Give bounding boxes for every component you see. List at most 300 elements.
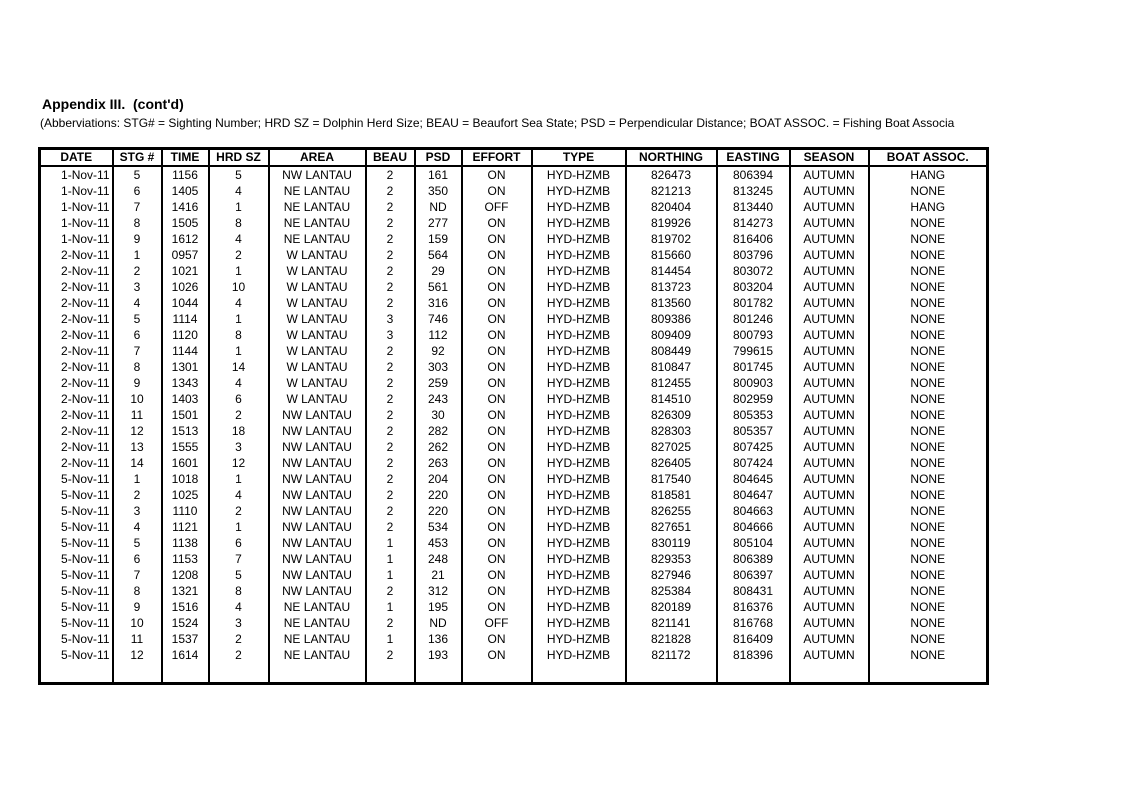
cell-time: 1121	[162, 519, 209, 535]
cell-boat-assoc: NONE	[910, 599, 946, 614]
cell-beaufort: 1	[366, 631, 415, 647]
table-row	[40, 215, 988, 231]
cell-type: HYD-HZMB	[532, 471, 626, 487]
table-row	[40, 551, 988, 567]
cell-date: 2-Nov-11	[40, 359, 113, 375]
table-row	[40, 327, 988, 343]
cell-effort: ON	[462, 375, 532, 391]
cell-beaufort: 2	[366, 183, 415, 199]
cell-boat-assoc: NONE	[910, 551, 946, 566]
cell-easting: 800903	[717, 375, 790, 391]
cell-psd: 263	[415, 455, 462, 471]
cell-beaufort: 2	[366, 647, 415, 663]
cell-season: AUTUMN	[790, 391, 869, 407]
table-row	[40, 535, 988, 551]
cell-beaufort: 2	[366, 471, 415, 487]
cell-date: 5-Nov-11	[40, 615, 113, 631]
cell-herd-size: 2	[209, 407, 269, 423]
cell-effort: ON	[462, 487, 532, 503]
cell-sighting-number: 2	[113, 487, 162, 503]
cell-northing: 809386	[626, 311, 717, 327]
cell-easting: 807424	[717, 455, 790, 471]
cell-psd: 243	[415, 391, 462, 407]
cell-boat-assoc: NONE	[910, 279, 946, 294]
cell-boat-assoc: NONE	[910, 647, 946, 662]
cell-date: 5-Nov-11	[40, 535, 113, 551]
cell-boat-assoc: NONE	[910, 247, 946, 262]
column-header-northing: NORTHING	[626, 149, 717, 167]
cell-boat-assoc: NONE	[910, 231, 946, 246]
cell-boat-assoc: NONE	[910, 295, 946, 310]
cell-time: 1416	[162, 199, 209, 215]
cell-easting: 806397	[717, 567, 790, 583]
cell-effort: ON	[462, 519, 532, 535]
cell-area: W LANTAU	[269, 343, 366, 359]
cell-herd-size: 1	[209, 519, 269, 535]
cell-type: HYD-HZMB	[532, 263, 626, 279]
cell-time: 1018	[162, 471, 209, 487]
cell-sighting-number: 11	[113, 407, 162, 423]
empty-cell	[869, 663, 988, 684]
cell-easting: 801745	[717, 359, 790, 375]
cell-northing: 814510	[626, 391, 717, 407]
cell-time: 1156	[162, 166, 209, 183]
table-row	[40, 583, 988, 599]
cell-beaufort: 2	[366, 455, 415, 471]
cell-psd: 282	[415, 423, 462, 439]
cell-boat-assoc: NONE	[910, 535, 946, 550]
cell-type: HYD-HZMB	[532, 519, 626, 535]
cell-effort: ON	[462, 231, 532, 247]
column-header-herd-size: HRD SZ	[209, 149, 269, 167]
cell-time: 1114	[162, 311, 209, 327]
cell-date: 5-Nov-11	[40, 599, 113, 615]
cell-date: 2-Nov-11	[40, 327, 113, 343]
cell-herd-size: 4	[209, 231, 269, 247]
cell-season: AUTUMN	[790, 199, 869, 215]
cell-herd-size: 4	[209, 375, 269, 391]
cell-type: HYD-HZMB	[532, 231, 626, 247]
cell-psd: 262	[415, 439, 462, 455]
table-row	[40, 279, 988, 295]
cell-northing: 826309	[626, 407, 717, 423]
cell-type: HYD-HZMB	[532, 439, 626, 455]
table-row	[40, 311, 988, 327]
cell-type: HYD-HZMB	[532, 279, 626, 295]
cell-northing: 819926	[626, 215, 717, 231]
cell-season: AUTUMN	[790, 183, 869, 199]
cell-easting: 804663	[717, 503, 790, 519]
cell-sighting-number: 8	[113, 583, 162, 599]
column-header-stg: STG #	[113, 149, 162, 167]
cell-beaufort: 2	[366, 231, 415, 247]
cell-boat-assoc: NONE	[910, 263, 946, 278]
cell-boat-assoc: NONE	[910, 183, 946, 198]
cell-beaufort: 2	[366, 423, 415, 439]
cell-psd: 195	[415, 599, 462, 615]
table-row	[40, 199, 988, 215]
column-header-effort: EFFORT	[462, 149, 532, 167]
cell-date: 1-Nov-11	[40, 183, 113, 199]
cell-season: AUTUMN	[790, 439, 869, 455]
cell-herd-size: 5	[209, 166, 269, 183]
cell-psd: 29	[415, 263, 462, 279]
cell-area: W LANTAU	[269, 295, 366, 311]
cell-type: HYD-HZMB	[532, 423, 626, 439]
cell-herd-size: 18	[209, 423, 269, 439]
cell-area: NE LANTAU	[269, 647, 366, 663]
table-row	[40, 407, 988, 423]
cell-effort: ON	[462, 583, 532, 599]
cell-herd-size: 4	[209, 183, 269, 199]
cell-effort: ON	[462, 407, 532, 423]
cell-time: 1208	[162, 567, 209, 583]
cell-date: 1-Nov-11	[40, 199, 113, 215]
cell-time: 1138	[162, 535, 209, 551]
cell-sighting-number: 8	[113, 215, 162, 231]
cell-season: AUTUMN	[790, 503, 869, 519]
cell-type: HYD-HZMB	[532, 599, 626, 615]
cell-time: 1120	[162, 327, 209, 343]
cell-boat-assoc: NONE	[910, 471, 946, 486]
cell-effort: ON	[462, 567, 532, 583]
cell-herd-size: 1	[209, 471, 269, 487]
cell-effort: ON	[462, 311, 532, 327]
cell-beaufort: 2	[366, 583, 415, 599]
empty-cell	[269, 663, 366, 684]
cell-sighting-number: 14	[113, 455, 162, 471]
cell-sighting-number: 6	[113, 551, 162, 567]
table-row	[40, 166, 988, 183]
cell-herd-size: 1	[209, 199, 269, 215]
cell-season: AUTUMN	[790, 647, 869, 663]
cell-date: 2-Nov-11	[40, 247, 113, 263]
cell-beaufort: 2	[366, 519, 415, 535]
cell-easting: 813245	[717, 183, 790, 199]
cell-psd: 204	[415, 471, 462, 487]
cell-type: HYD-HZMB	[532, 359, 626, 375]
cell-herd-size: 2	[209, 503, 269, 519]
cell-northing: 826405	[626, 455, 717, 471]
cell-type: HYD-HZMB	[532, 487, 626, 503]
table-row	[40, 375, 988, 391]
cell-sighting-number: 7	[113, 567, 162, 583]
table-row	[40, 519, 988, 535]
cell-easting: 803204	[717, 279, 790, 295]
cell-effort: OFF	[462, 199, 532, 215]
cell-date: 2-Nov-11	[40, 311, 113, 327]
empty-cell	[113, 663, 162, 684]
cell-season: AUTUMN	[790, 535, 869, 551]
cell-time: 1026	[162, 279, 209, 295]
cell-type: HYD-HZMB	[532, 567, 626, 583]
cell-psd: 220	[415, 503, 462, 519]
table-row	[40, 567, 988, 583]
cell-type: HYD-HZMB	[532, 647, 626, 663]
cell-date: 5-Nov-11	[40, 503, 113, 519]
cell-season: AUTUMN	[790, 343, 869, 359]
sightings-table	[38, 147, 989, 685]
column-header-season: SEASON	[790, 149, 869, 167]
cell-type: HYD-HZMB	[532, 615, 626, 631]
cell-type: HYD-HZMB	[532, 455, 626, 471]
cell-psd: 534	[415, 519, 462, 535]
cell-date: 5-Nov-11	[40, 647, 113, 663]
cell-beaufort: 2	[366, 359, 415, 375]
table-filler-row	[40, 663, 988, 684]
cell-area: W LANTAU	[269, 375, 366, 391]
cell-beaufort: 2	[366, 295, 415, 311]
cell-effort: ON	[462, 439, 532, 455]
cell-sighting-number: 9	[113, 375, 162, 391]
cell-boat-assoc: NONE	[910, 487, 946, 502]
cell-date: 1-Nov-11	[40, 166, 113, 183]
cell-psd: 350	[415, 183, 462, 199]
cell-boat-assoc: NONE	[910, 407, 946, 422]
cell-herd-size: 2	[209, 247, 269, 263]
cell-type: HYD-HZMB	[532, 583, 626, 599]
cell-herd-size: 4	[209, 599, 269, 615]
cell-effort: ON	[462, 166, 532, 183]
cell-type: HYD-HZMB	[532, 215, 626, 231]
cell-effort: ON	[462, 535, 532, 551]
table-row	[40, 455, 988, 471]
table-row	[40, 487, 988, 503]
cell-area: NW LANTAU	[269, 583, 366, 599]
cell-date: 2-Nov-11	[40, 439, 113, 455]
cell-herd-size: 4	[209, 295, 269, 311]
cell-boat-assoc: NONE	[910, 215, 946, 230]
empty-cell	[717, 663, 790, 684]
cell-season: AUTUMN	[790, 407, 869, 423]
cell-area: W LANTAU	[269, 247, 366, 263]
empty-cell	[532, 663, 626, 684]
cell-northing: 813723	[626, 279, 717, 295]
cell-beaufort: 2	[366, 199, 415, 215]
cell-northing: 821213	[626, 183, 717, 199]
cell-beaufort: 2	[366, 263, 415, 279]
cell-sighting-number: 2	[113, 263, 162, 279]
cell-area: NW LANTAU	[269, 519, 366, 535]
cell-area: NW LANTAU	[269, 551, 366, 567]
cell-area: NW LANTAU	[269, 407, 366, 423]
cell-area: NE LANTAU	[269, 231, 366, 247]
cell-effort: ON	[462, 183, 532, 199]
cell-easting: 804645	[717, 471, 790, 487]
cell-time: 1505	[162, 215, 209, 231]
cell-season: AUTUMN	[790, 423, 869, 439]
cell-psd: ND	[415, 615, 462, 631]
table-row	[40, 423, 988, 439]
cell-date: 2-Nov-11	[40, 295, 113, 311]
empty-cell	[40, 663, 113, 684]
cell-season: AUTUMN	[790, 551, 869, 567]
cell-boat-assoc: NONE	[910, 455, 946, 470]
cell-easting: 805104	[717, 535, 790, 551]
cell-northing: 827946	[626, 567, 717, 583]
cell-time: 1524	[162, 615, 209, 631]
cell-effort: ON	[462, 359, 532, 375]
cell-boat-assoc: NONE	[910, 519, 946, 534]
cell-season: AUTUMN	[790, 615, 869, 631]
cell-time: 1601	[162, 455, 209, 471]
cell-effort: ON	[462, 215, 532, 231]
cell-psd: 159	[415, 231, 462, 247]
column-header-time: TIME	[162, 149, 209, 167]
cell-time: 0957	[162, 247, 209, 263]
cell-boat-assoc: NONE	[910, 423, 946, 438]
cell-effort: OFF	[462, 615, 532, 631]
cell-psd: 193	[415, 647, 462, 663]
cell-area: NW LANTAU	[269, 423, 366, 439]
column-header-date: DATE	[40, 149, 113, 167]
cell-sighting-number: 9	[113, 599, 162, 615]
cell-beaufort: 2	[366, 247, 415, 263]
cell-beaufort: 3	[366, 311, 415, 327]
cell-type: HYD-HZMB	[532, 551, 626, 567]
cell-easting: 806389	[717, 551, 790, 567]
cell-type: HYD-HZMB	[532, 199, 626, 215]
cell-area: W LANTAU	[269, 391, 366, 407]
cell-northing: 813560	[626, 295, 717, 311]
cell-effort: ON	[462, 279, 532, 295]
cell-date: 5-Nov-11	[40, 471, 113, 487]
cell-type: HYD-HZMB	[532, 391, 626, 407]
cell-northing: 815660	[626, 247, 717, 263]
cell-date: 2-Nov-11	[40, 407, 113, 423]
cell-beaufort: 1	[366, 567, 415, 583]
empty-cell	[415, 663, 462, 684]
cell-sighting-number: 9	[113, 231, 162, 247]
cell-easting: 808431	[717, 583, 790, 599]
cell-time: 1501	[162, 407, 209, 423]
cell-type: HYD-HZMB	[532, 535, 626, 551]
cell-season: AUTUMN	[790, 311, 869, 327]
cell-season: AUTUMN	[790, 263, 869, 279]
cell-northing: 809409	[626, 327, 717, 343]
cell-psd: 21	[415, 567, 462, 583]
cell-boat-assoc: HANG	[910, 167, 946, 182]
cell-herd-size: 2	[209, 647, 269, 663]
cell-psd: 136	[415, 631, 462, 647]
cell-psd: 453	[415, 535, 462, 551]
cell-sighting-number: 7	[113, 343, 162, 359]
cell-effort: ON	[462, 471, 532, 487]
cell-northing: 820404	[626, 199, 717, 215]
cell-herd-size: 5	[209, 567, 269, 583]
cell-date: 5-Nov-11	[40, 583, 113, 599]
cell-sighting-number: 13	[113, 439, 162, 455]
cell-easting: 816768	[717, 615, 790, 631]
cell-area: NW LANTAU	[269, 439, 366, 455]
cell-sighting-number: 3	[113, 503, 162, 519]
cell-boat-assoc: NONE	[910, 327, 946, 342]
cell-effort: ON	[462, 423, 532, 439]
cell-sighting-number: 6	[113, 183, 162, 199]
cell-psd: 277	[415, 215, 462, 231]
cell-herd-size: 3	[209, 439, 269, 455]
cell-area: NW LANTAU	[269, 166, 366, 183]
table-row	[40, 631, 988, 647]
cell-type: HYD-HZMB	[532, 247, 626, 263]
cell-effort: ON	[462, 263, 532, 279]
table-row	[40, 295, 988, 311]
cell-time: 1021	[162, 263, 209, 279]
cell-beaufort: 2	[366, 279, 415, 295]
cell-easting: 803072	[717, 263, 790, 279]
cell-date: 2-Nov-11	[40, 423, 113, 439]
cell-psd: 303	[415, 359, 462, 375]
column-header-psd: PSD	[415, 149, 462, 167]
cell-boat-assoc: NONE	[910, 359, 946, 374]
cell-northing: 829353	[626, 551, 717, 567]
table-row	[40, 647, 988, 663]
cell-time: 1516	[162, 599, 209, 615]
cell-time: 1321	[162, 583, 209, 599]
cell-beaufort: 1	[366, 599, 415, 615]
cell-herd-size: 3	[209, 615, 269, 631]
cell-psd: 112	[415, 327, 462, 343]
table-row	[40, 231, 988, 247]
cell-easting: 814273	[717, 215, 790, 231]
cell-sighting-number: 5	[113, 166, 162, 183]
table-row	[40, 183, 988, 199]
cell-area: NW LANTAU	[269, 567, 366, 583]
cell-effort: ON	[462, 343, 532, 359]
empty-cell	[626, 663, 717, 684]
cell-season: AUTUMN	[790, 215, 869, 231]
cell-beaufort: 2	[366, 343, 415, 359]
empty-cell	[162, 663, 209, 684]
cell-easting: 816409	[717, 631, 790, 647]
cell-area: NE LANTAU	[269, 615, 366, 631]
cell-area: NE LANTAU	[269, 215, 366, 231]
cell-psd: 248	[415, 551, 462, 567]
cell-herd-size: 14	[209, 359, 269, 375]
cell-herd-size: 4	[209, 487, 269, 503]
cell-boat-assoc: NONE	[910, 631, 946, 646]
table-row	[40, 599, 988, 615]
cell-date: 1-Nov-11	[40, 215, 113, 231]
cell-effort: ON	[462, 599, 532, 615]
page-title: Appendix III. (cont'd)	[42, 96, 184, 112]
cell-effort: ON	[462, 647, 532, 663]
cell-season: AUTUMN	[790, 519, 869, 535]
cell-time: 1301	[162, 359, 209, 375]
cell-easting: 805353	[717, 407, 790, 423]
table-row	[40, 359, 988, 375]
cell-area: W LANTAU	[269, 311, 366, 327]
cell-sighting-number: 1	[113, 471, 162, 487]
cell-easting: 816376	[717, 599, 790, 615]
cell-season: AUTUMN	[790, 455, 869, 471]
cell-effort: ON	[462, 631, 532, 647]
column-header-boat-assoc: BOAT ASSOC.	[869, 149, 988, 167]
cell-season: AUTUMN	[790, 166, 869, 183]
cell-effort: ON	[462, 391, 532, 407]
cell-sighting-number: 4	[113, 519, 162, 535]
cell-season: AUTUMN	[790, 247, 869, 263]
cell-northing: 810847	[626, 359, 717, 375]
cell-easting: 816406	[717, 231, 790, 247]
cell-date: 5-Nov-11	[40, 567, 113, 583]
cell-herd-size: 8	[209, 583, 269, 599]
cell-season: AUTUMN	[790, 231, 869, 247]
cell-beaufort: 1	[366, 551, 415, 567]
cell-date: 2-Nov-11	[40, 375, 113, 391]
cell-easting: 818396	[717, 647, 790, 663]
column-header-type: TYPE	[532, 149, 626, 167]
